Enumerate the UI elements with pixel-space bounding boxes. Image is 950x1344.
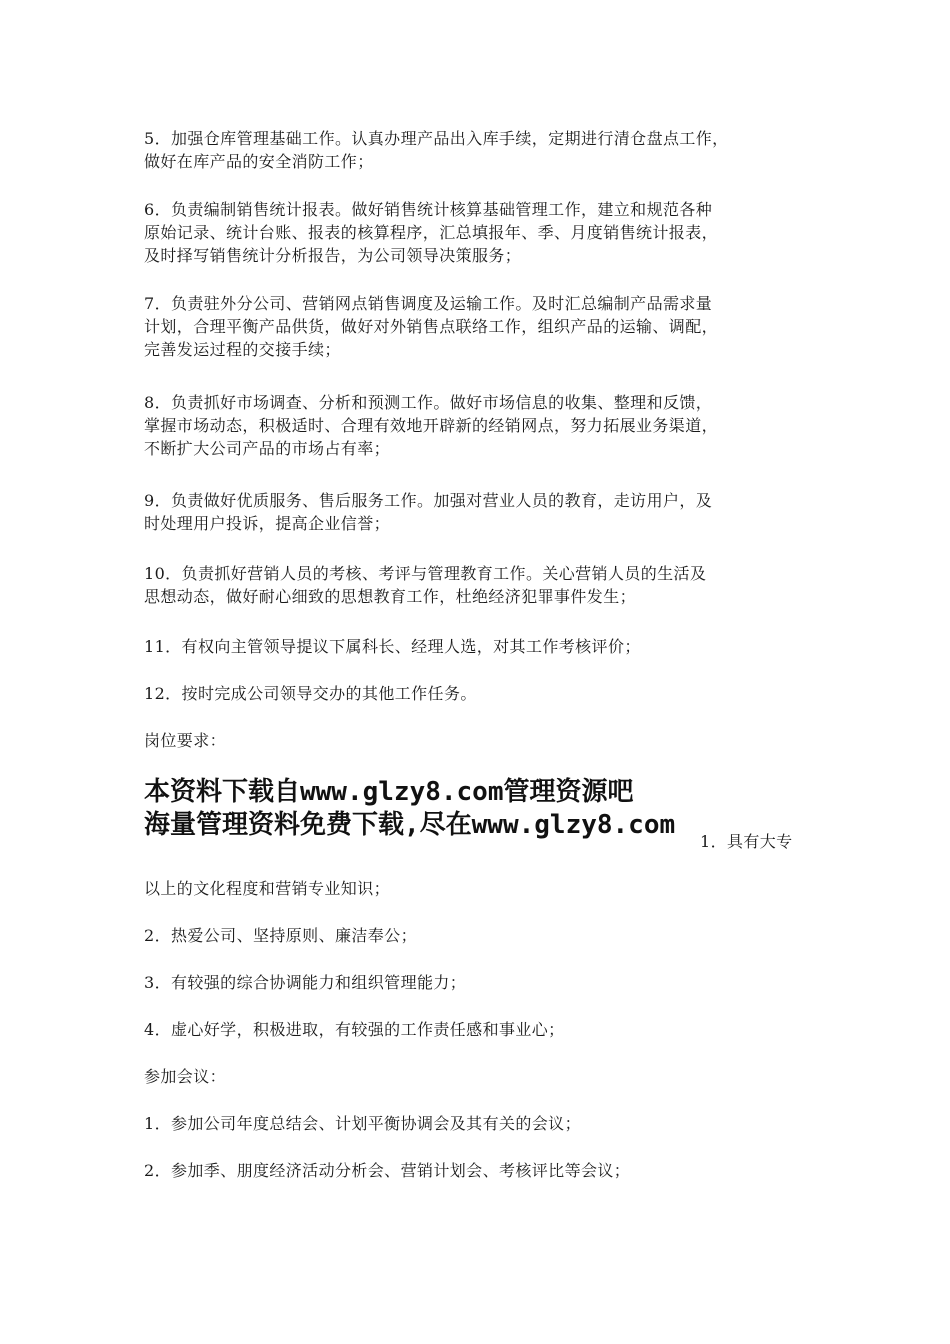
text-line: 8．负责抓好市场调查、分析和预测工作。做好市场信息的收集、整理和反馈， — [144, 393, 713, 412]
duty-item-11 — [144, 635, 824, 658]
duty-item-5 — [144, 127, 824, 173]
watermark-banner — [144, 776, 704, 842]
text-line: 及时择写销售统计分析报告，为公司领导决策服务； — [144, 246, 522, 265]
text-line: 9．负责做好优质服务、售后服务工作。加强对营业人员的教育，走访用户，及 — [144, 491, 713, 510]
text-line: 6．负责编制销售统计报表。做好销售统计核算基础管理工作，建立和规范各种 — [144, 200, 713, 219]
duty-item-8 — [144, 391, 824, 460]
requirement-3: 3．有较强的综合协调能力和组织管理能力； — [144, 973, 467, 992]
text-line: 做好在库产品的安全消防工作； — [144, 152, 374, 171]
duty-item-7 — [144, 292, 824, 361]
requirement-1-continued: 以上的文化程度和营销专业知识； — [144, 879, 391, 898]
requirement-2: 2．热爱公司、坚持原则、廉洁奉公； — [144, 926, 417, 945]
text-line: 完善发运过程的交接手续； — [144, 340, 341, 359]
meetings-heading: 参加会议： — [144, 1067, 227, 1086]
requirement-4: 4．虚心好学，积极进取，有较强的工作责任感和事业心； — [144, 1020, 565, 1039]
text-line: 原始记录、统计台账、报表的核算程序，汇总填报年、季、月度销售统计报表， — [144, 223, 719, 242]
banner-line-2: 海量管理资料免费下载,尽在www.glzy8.com — [144, 810, 676, 840]
requirement-1-start: 1．具有大专 — [700, 832, 793, 851]
meeting-1: 1．参加公司年度总结会、计划平衡协调会及其有关的会议； — [144, 1114, 581, 1133]
duty-item-9 — [144, 489, 824, 535]
text-line: 12．按时完成公司领导交办的其他工作任务。 — [144, 684, 477, 703]
text-line: 时处理用户投诉，提高企业信誉； — [144, 514, 391, 533]
text-line: 11．有权向主管领导提议下属科长、经理人选，对其工作考核评价； — [144, 637, 641, 656]
duty-item-12 — [144, 682, 824, 705]
requirements-heading: 岗位要求： — [144, 731, 227, 750]
text-line: 7．负责驻外分公司、营销网点销售调度及运输工作。及时汇总编制产品需求量 — [144, 294, 713, 313]
duty-item-6 — [144, 198, 824, 267]
text-line: 计划，合理平衡产品供货，做好对外销售点联络工作，组织产品的运输、调配， — [144, 317, 719, 336]
text-line: 不断扩大公司产品的市场占有率； — [144, 439, 391, 458]
duty-item-10 — [144, 562, 824, 608]
text-line: 5．加强仓库管理基础工作。认真办理产品出入库手续，定期进行清仓盘点工作， — [144, 129, 729, 148]
meeting-2: 2．参加季、朋度经济活动分析会、营销计划会、考核评比等会议； — [144, 1161, 631, 1180]
text-line: 掌握市场动态，积极适时、合理有效地开辟新的经销网点，努力拓展业务渠道， — [144, 416, 719, 435]
banner-line-1: 本资料下载自www.glzy8.com管理资源吧 — [144, 777, 634, 807]
text-line: 思想动态，做好耐心细致的思想教育工作，杜绝经济犯罪事件发生； — [144, 587, 637, 606]
text-line: 10．负责抓好营销人员的考核、考评与管理教育工作。关心营销人员的生活及 — [144, 564, 707, 583]
